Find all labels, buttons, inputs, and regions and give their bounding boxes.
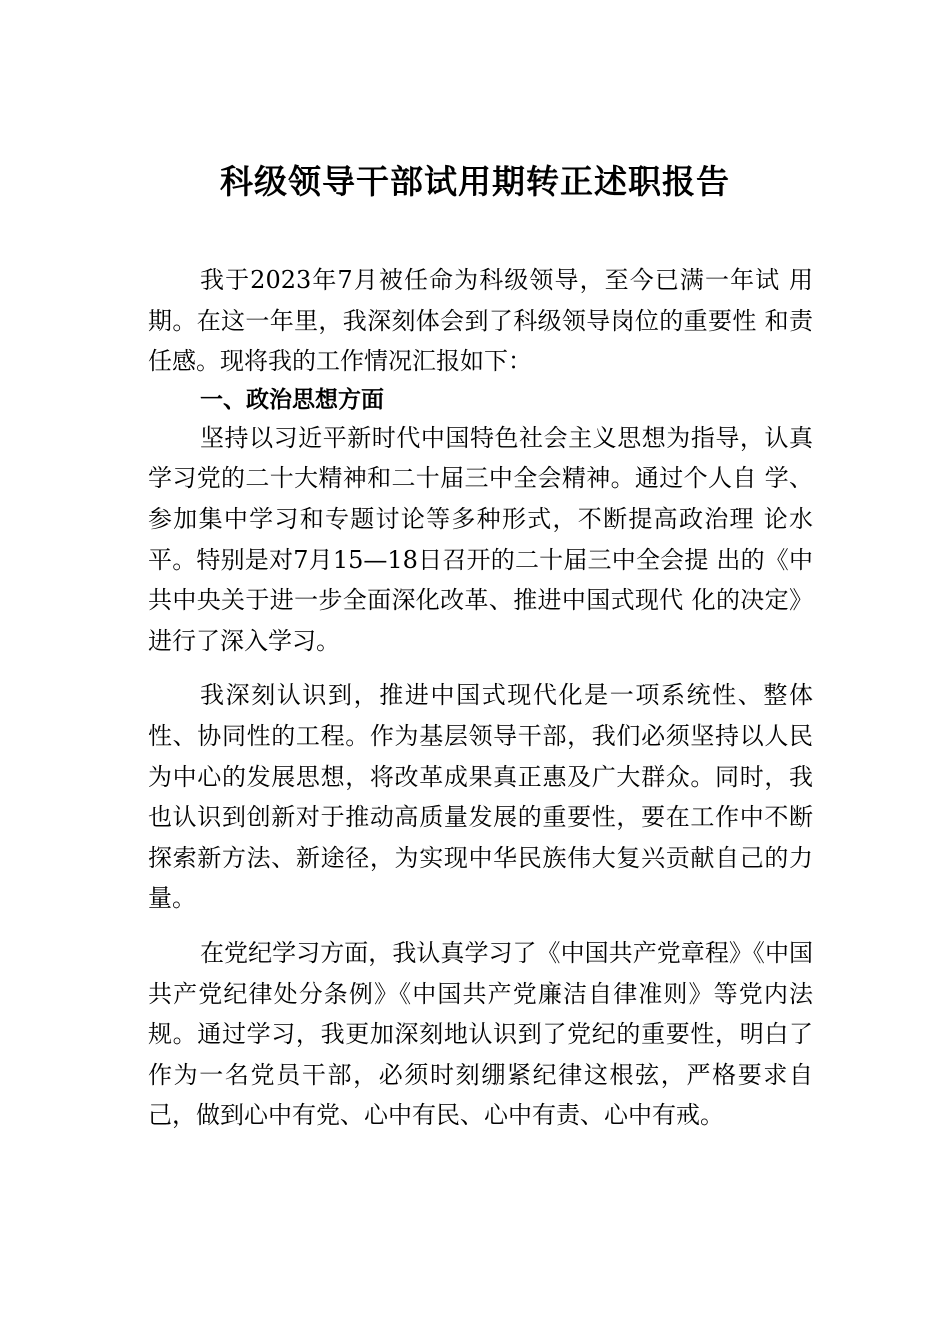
body-paragraph: 我深刻认识到，推进中国式现代化是一项系统性、整体性、协同性的工程。作为基层领导干部，我们必须坚持以人民为中心的发展思想，将改革成果真正惠及广大群众。同时，我也认识到创新对于推动高质量发展的重要性，要在工作中不断探索新方法、新途径，为实现中华民族伟大复兴贡献自己的力量。	[148, 681, 813, 913]
document-body	[148, 260, 813, 1136]
intro-paragraph: 我于2023年7月被任命为科级领导，至今已满一年试 用期。在这一年里，我深刻体会到了科级领导岗位的重要性 和责任感。现将我的工作情况汇报如下：	[148, 266, 813, 376]
body-paragraph: 在党纪学习方面，我认真学习了《中国共产党章程》《中国共产党纪律处分条例》《中国共产党廉洁自律准则》等党内法规。通过学习，我更加深刻地认识到了党纪的重要性，明白了作为一名党员干部，必须时刻绷紧纪律这根弦，严格要求自己，做到心中有党、心中有民、心中有责、心中有戒。	[148, 938, 813, 1130]
body-paragraph: 坚持以习近平新时代中国特色社会主义思想为指导，认真学习党的二十大精神和二十届三中全会精神。通过个人自 学、参加集中学习和专题讨论等多种形式，不断提高政治理 论水平。特别是对7月15—18日召开的二十届三中全会提 出的《中共中央关于进一步全面深化改革、推进中国式现代 化的决定》进行了深入学习。	[148, 423, 813, 655]
document-title: 科级领导干部试用期转正述职报告	[220, 162, 730, 201]
section-heading-political: 一、政治思想方面	[200, 386, 384, 413]
